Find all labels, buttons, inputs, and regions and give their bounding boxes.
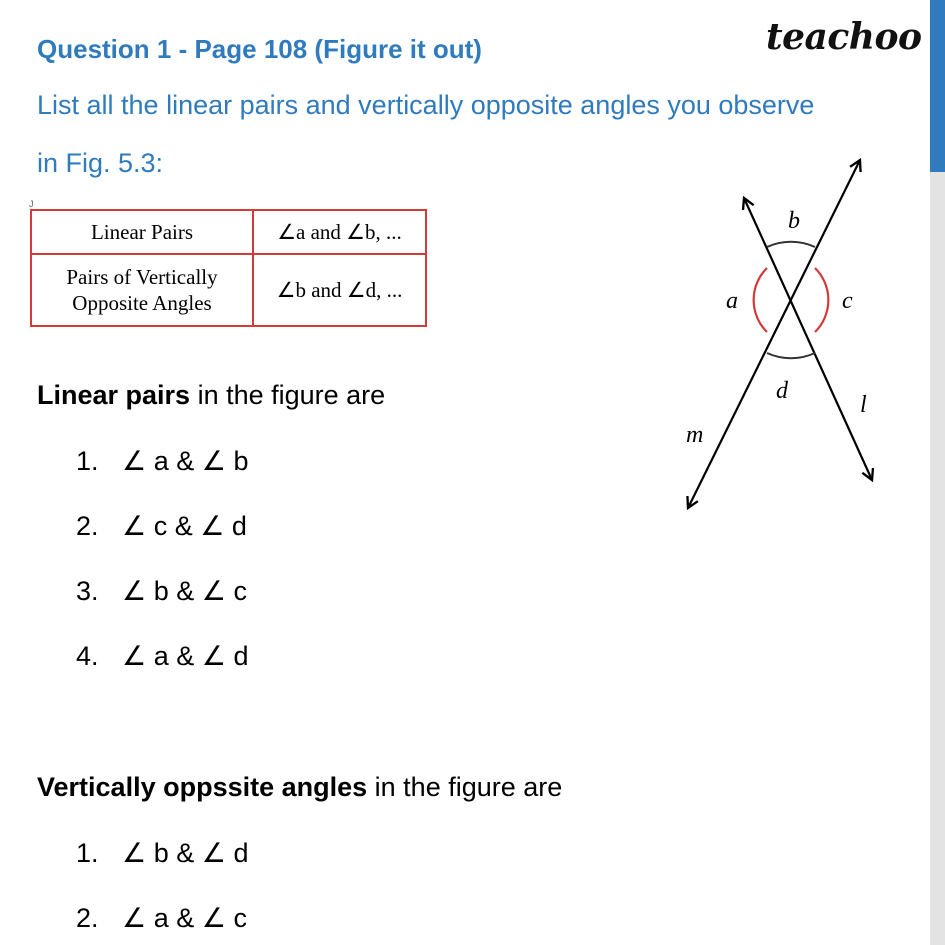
label-l: l (860, 392, 867, 418)
line-m (688, 160, 860, 508)
label-a: a (726, 288, 738, 314)
side-bar-track (930, 172, 945, 945)
list-item (76, 641, 248, 672)
list-item (76, 576, 247, 607)
list-item-text: ∠ a & ∠ d (122, 641, 249, 671)
question-title: Question 1 - Page 108 (Figure it out) (37, 34, 482, 64)
question-text-line-2: in Fig. 5.3: (37, 148, 164, 178)
table-cell-label: Linear Pairs (31, 210, 253, 254)
arc-a (754, 268, 767, 332)
list-item-number: 1. (76, 446, 99, 476)
side-bar-accent (930, 0, 945, 172)
arc-d (767, 353, 815, 358)
table-cell-label-line2: Opposite Angles (72, 291, 212, 315)
arc-c (815, 268, 828, 332)
list-item-text: ∠ a & ∠ c (122, 903, 247, 933)
list-item-number: 3. (76, 576, 99, 606)
list-item-number: 4. (76, 641, 99, 671)
label-m: m (686, 422, 704, 448)
list-item-text: ∠ b & ∠ c (122, 576, 247, 606)
vertical-angles-heading-bold: Vertically oppssite angles (37, 772, 368, 802)
label-b: b (788, 208, 800, 234)
table-cell-example: ∠a and ∠b, ... (253, 210, 426, 254)
linear-pairs-heading-rest: in the figure are (190, 380, 386, 410)
list-item-number: 1. (76, 838, 99, 868)
list-item (76, 446, 248, 477)
question-text-line-1: List all the linear pairs and vertically opposite angles you observe (37, 90, 815, 120)
table-cell-example: ∠b and ∠d, ... (253, 254, 426, 326)
table-row (31, 210, 426, 254)
linear-pairs-heading-bold: Linear pairs (37, 380, 191, 410)
vertical-angles-heading (37, 772, 562, 803)
arc-b (767, 242, 815, 247)
vertical-angles-heading-rest: in the figure are (367, 772, 563, 802)
label-c: c (842, 288, 853, 314)
label-d: d (776, 378, 788, 404)
list-item-text: ∠ c & ∠ d (122, 511, 247, 541)
intersecting-lines-figure (670, 150, 900, 530)
right-side-bar (930, 0, 945, 945)
linear-pairs-heading (37, 380, 385, 411)
list-item-number: 2. (76, 903, 99, 933)
table-cell-label-line1: Pairs of Vertically (66, 265, 218, 289)
reference-table (30, 209, 427, 327)
stray-mark: J (29, 199, 34, 209)
list-item (76, 903, 247, 934)
table-cell-label (31, 254, 253, 326)
table-row (31, 254, 426, 326)
list-item (76, 511, 247, 542)
list-item (76, 838, 248, 869)
brand-logo: teachoo (766, 16, 922, 58)
list-item-text: ∠ a & ∠ b (122, 446, 249, 476)
line-l (744, 198, 872, 480)
list-item-text: ∠ b & ∠ d (122, 838, 249, 868)
list-item-number: 2. (76, 511, 99, 541)
